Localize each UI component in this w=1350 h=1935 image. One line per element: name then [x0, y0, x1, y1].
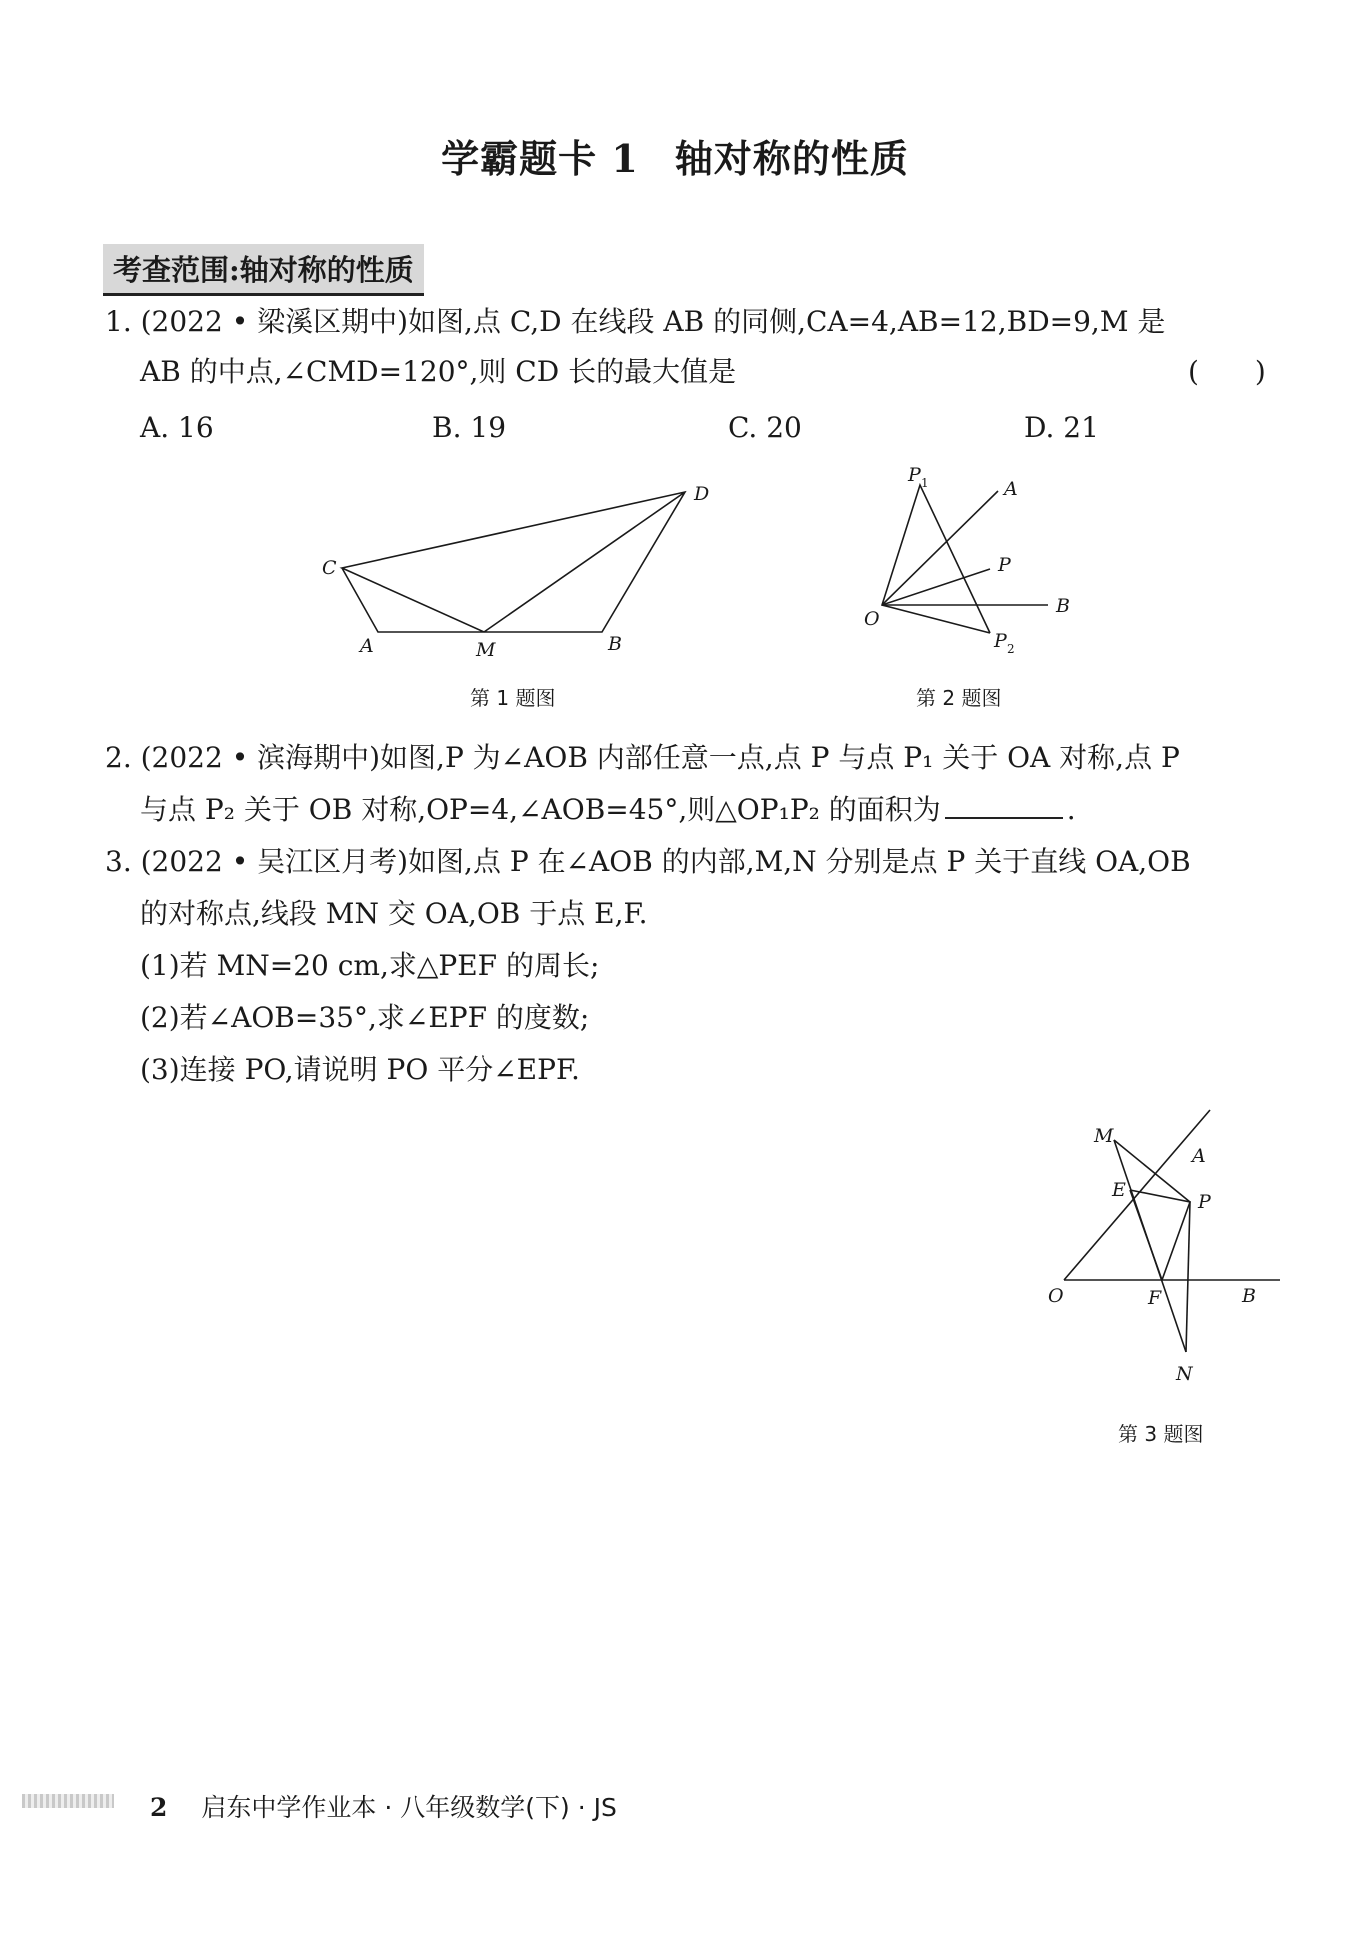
q3-sub3: (3)连接 PO,请说明 PO 平分∠EPF. [140, 1053, 580, 1086]
page-footer [150, 1788, 617, 1824]
fig3-label-o: O [1048, 1285, 1064, 1307]
fig2-label-p1-sub: 1 [921, 476, 929, 490]
fig2-label-o: O [864, 608, 880, 630]
figure-3 [1030, 1100, 1290, 1390]
page-title [0, 128, 1350, 183]
fig3-label-b: B [1242, 1285, 1256, 1307]
fig3-label-e: E [1112, 1179, 1126, 1201]
fig3-label-p: P [1198, 1191, 1211, 1213]
q3-sub2: (2)若∠AOB=35°,求∠EPF 的度数; [140, 1001, 590, 1034]
fig2-label-p2: P [994, 630, 1007, 652]
q2-line2-text: 与点 P₂ 关于 OB 对称,OP=4,∠AOB=45°,则△OP₁P₂ 的面积为 [140, 793, 941, 826]
figure-2 [850, 455, 1080, 670]
figure-1 [300, 470, 740, 670]
fig3-caption: 第 3 题图 [1118, 1422, 1204, 1446]
q3-sub1: (1)若 MN=20 cm,求△PEF 的周长; [140, 949, 600, 982]
fig2-label-a: A [1004, 478, 1018, 500]
option-a: A. 16 [140, 411, 214, 444]
fig3-label-n: N [1176, 1363, 1193, 1385]
option-b: B. 19 [432, 411, 507, 444]
section-label: 考查范围:轴对称的性质 [103, 244, 424, 296]
fig2-label-p: P [998, 554, 1011, 576]
q2-answer-blank[interactable] [945, 791, 1063, 819]
fig2-label-p1: P [908, 464, 921, 486]
q3-line1: 3. (2022 • 吴江区月考)如图,点 P 在∠AOB 的内部,M,N 分别是点 P 关于直线 OA,OB [105, 845, 1191, 878]
fig1-outline [342, 492, 685, 632]
q2-line2 [140, 790, 1076, 830]
fig1-label-d: D [694, 483, 710, 505]
q2-line1: 2. (2022 • 滨海期中)如图,P 为∠AOB 内部任意一点,点 P 与点 P₁ 关于 OA 对称,点 P [105, 741, 1180, 774]
fig3-label-f: F [1148, 1287, 1162, 1309]
title-left: 学霸题卡 1 [441, 136, 639, 181]
option-c: C. 20 [728, 411, 802, 444]
fig1-label-b: B [608, 633, 622, 655]
fig3-label-m: M [1094, 1125, 1114, 1147]
fig3-label-a: A [1192, 1145, 1206, 1167]
option-d: D. 21 [1024, 411, 1099, 444]
fig2-label-p2-sub: 2 [1007, 642, 1015, 656]
footer-decoration [22, 1794, 114, 1808]
fig3-triangle-pef [1130, 1190, 1190, 1280]
footer-text: 启东中学作业本 · 八年级数学(下) · JS [201, 1793, 617, 1822]
fig1-caption: 第 1 题图 [470, 686, 556, 710]
fig2-label-b: B [1056, 595, 1070, 617]
fig1-label-c: C [322, 557, 337, 579]
fig3-segment-pn [1186, 1202, 1190, 1352]
title-right: 轴对称的性质 [674, 136, 909, 181]
fig1-label-m: M [476, 639, 496, 661]
q1-line1: 1. (2022 • 梁溪区期中)如图,点 C,D 在线段 AB 的同侧,CA=4,AB=12,BD=9,M 是 [105, 305, 1166, 338]
fig2-caption: 第 2 题图 [916, 686, 1002, 710]
fig2-triangle-op1p2 [882, 485, 990, 633]
q2-line2-end: . [1066, 793, 1076, 826]
fig1-label-a: A [360, 635, 374, 657]
q1-line2: AB 的中点,∠CMD=120°,则 CD 长的最大值是 [140, 355, 737, 388]
q1-answer-paren: ( ) [1188, 355, 1266, 388]
q3-line2: 的对称点,线段 MN 交 OA,OB 于点 E,F. [140, 897, 648, 930]
page-number: 2 [150, 1793, 168, 1822]
